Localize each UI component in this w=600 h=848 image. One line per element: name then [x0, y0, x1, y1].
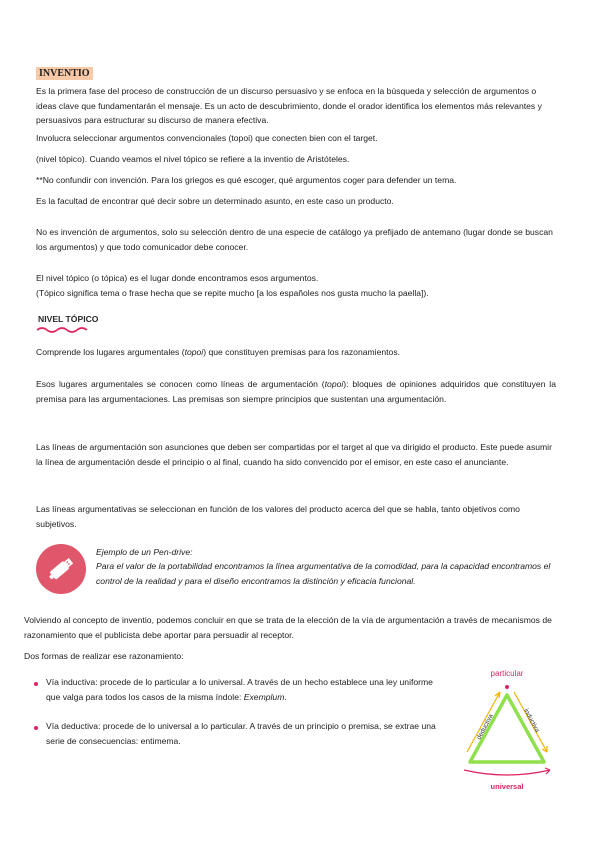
text-span: Vía inductiva: procede de lo particular a lo universal. A través de un hecho establece una ley uniforme que valga para todos los casos de la misma índole:	[46, 677, 433, 702]
ways-intro: Dos formas de realizar ese razonamiento:	[24, 651, 184, 661]
particular-point	[505, 685, 509, 689]
text-span: .	[284, 691, 287, 702]
example-body: Para el valor de la portabilidad encontramos la línea argumentativa de la comodidad, para la capacidad encontramos el control de la realidad y para el diseño encontramos la distinción y eficacia funcional.	[96, 561, 551, 586]
conclusion-paragraph: Volviendo al concepto de inventio, podemos concluir en que se trata de la elección de la vía de argumentación a través de mecanismos de razonamiento que el publicista debe aportar para persuadir al receptor.	[24, 615, 552, 640]
induction-deduction-diagram	[452, 662, 562, 792]
text-span: Esos lugares argumentales se conocen como líneas de argumentación (	[36, 379, 325, 389]
bullet	[34, 726, 38, 730]
section-paragraph-1	[36, 345, 556, 360]
diagram-label-top: particular	[490, 669, 524, 678]
paragraph-facultad: Es la facultad de encontrar qué decir sobre un determinado asunto, en este caso un producto.	[36, 196, 394, 206]
bullet	[34, 682, 38, 686]
section-paragraph-2	[36, 377, 556, 406]
bottom-arc	[464, 770, 550, 775]
paragraph-topico-def: (Tópico significa tema o frase hecha que se repite mucho [a los españoles nos gusta mucho la paella]).	[36, 288, 429, 298]
text-emphasis: topoi	[184, 347, 204, 357]
diagram-label-left: deductiva	[475, 713, 495, 741]
pen-drive-icon	[36, 544, 86, 594]
paragraph-note: **No confundir con invención. Para los griegos es qué escoger, qué argumentos coger para defender un tema.	[36, 175, 457, 185]
diagram-label-bottom: universal	[490, 782, 524, 791]
text-span: Comprende los lugares argumentales (	[36, 347, 185, 357]
text-span: ): bloques de opiniones adquiridos que constituyen la premisa para las argumentaciones. Las premisas son siempre principios que sustentan una argumentación.	[36, 379, 556, 404]
paragraph-lugar: El nivel tópico (o tópica) es el lugar donde encontramos esos argumentos.	[36, 273, 319, 283]
section-paragraph-4: Las líneas argumentativas se seleccionan en función de los valores del producto acerca del que se habla, tanto objetivos como subjetivos.	[36, 504, 520, 529]
text-span: ) que constituyen premisas para los razonamientos.	[203, 347, 401, 357]
section-heading: NIVEL TÓPICO	[38, 314, 99, 324]
bullet-deductiva: Vía deductiva: procede de lo universal a lo particular. A través de un principio o premisa, se extrae una serie de consecuencias: entimema.	[46, 721, 436, 746]
section-paragraph-3: Las líneas de argumentación son asunciones que deben ser compartidas por el target al que va dirigido el producto. Este puede asumir la línea de argumentación desde el principio o al final, cuando ha sido convencido por el emisor, en este caso el anunciante.	[36, 442, 552, 467]
paragraph-seleccion: No es invención de argumentos, solo su selección dentro de una especie de catálogo ya prefijado de antemano (lugar donde se buscan los argumentos) y que todo comunicador debe conocer.	[36, 227, 553, 252]
paragraph-nivel-topico: (nivel tópico). Cuando veamos el nivel tópico se refiere a la inventio de Aristóteles.	[36, 154, 350, 164]
page-title: INVENTIO	[36, 67, 93, 80]
paragraph-topoi: Involucra seleccionar argumentos convencionales (topoi) que conecten bien con el target.	[36, 133, 378, 143]
text-emphasis: Exemplum	[243, 691, 285, 702]
example-title: Ejemplo de un Pen-drive:	[96, 547, 193, 557]
diagram-label-right: inductiva	[522, 707, 541, 734]
squiggle-underline	[36, 325, 96, 335]
text-emphasis: topoi	[324, 379, 344, 389]
bullet-inductiva	[46, 675, 436, 704]
intro-paragraph: Es la primera fase del proceso de construcción de un discurso persuasivo y se enfoca en la búsqueda y selección de argumentos o ideas clave que fundamentarán el mensaje. Es un acto de descubrimiento, donde el orador identifica los elementos más relevantes y persuasivos para estructurar su discurso de manera efectiva.	[36, 86, 542, 125]
